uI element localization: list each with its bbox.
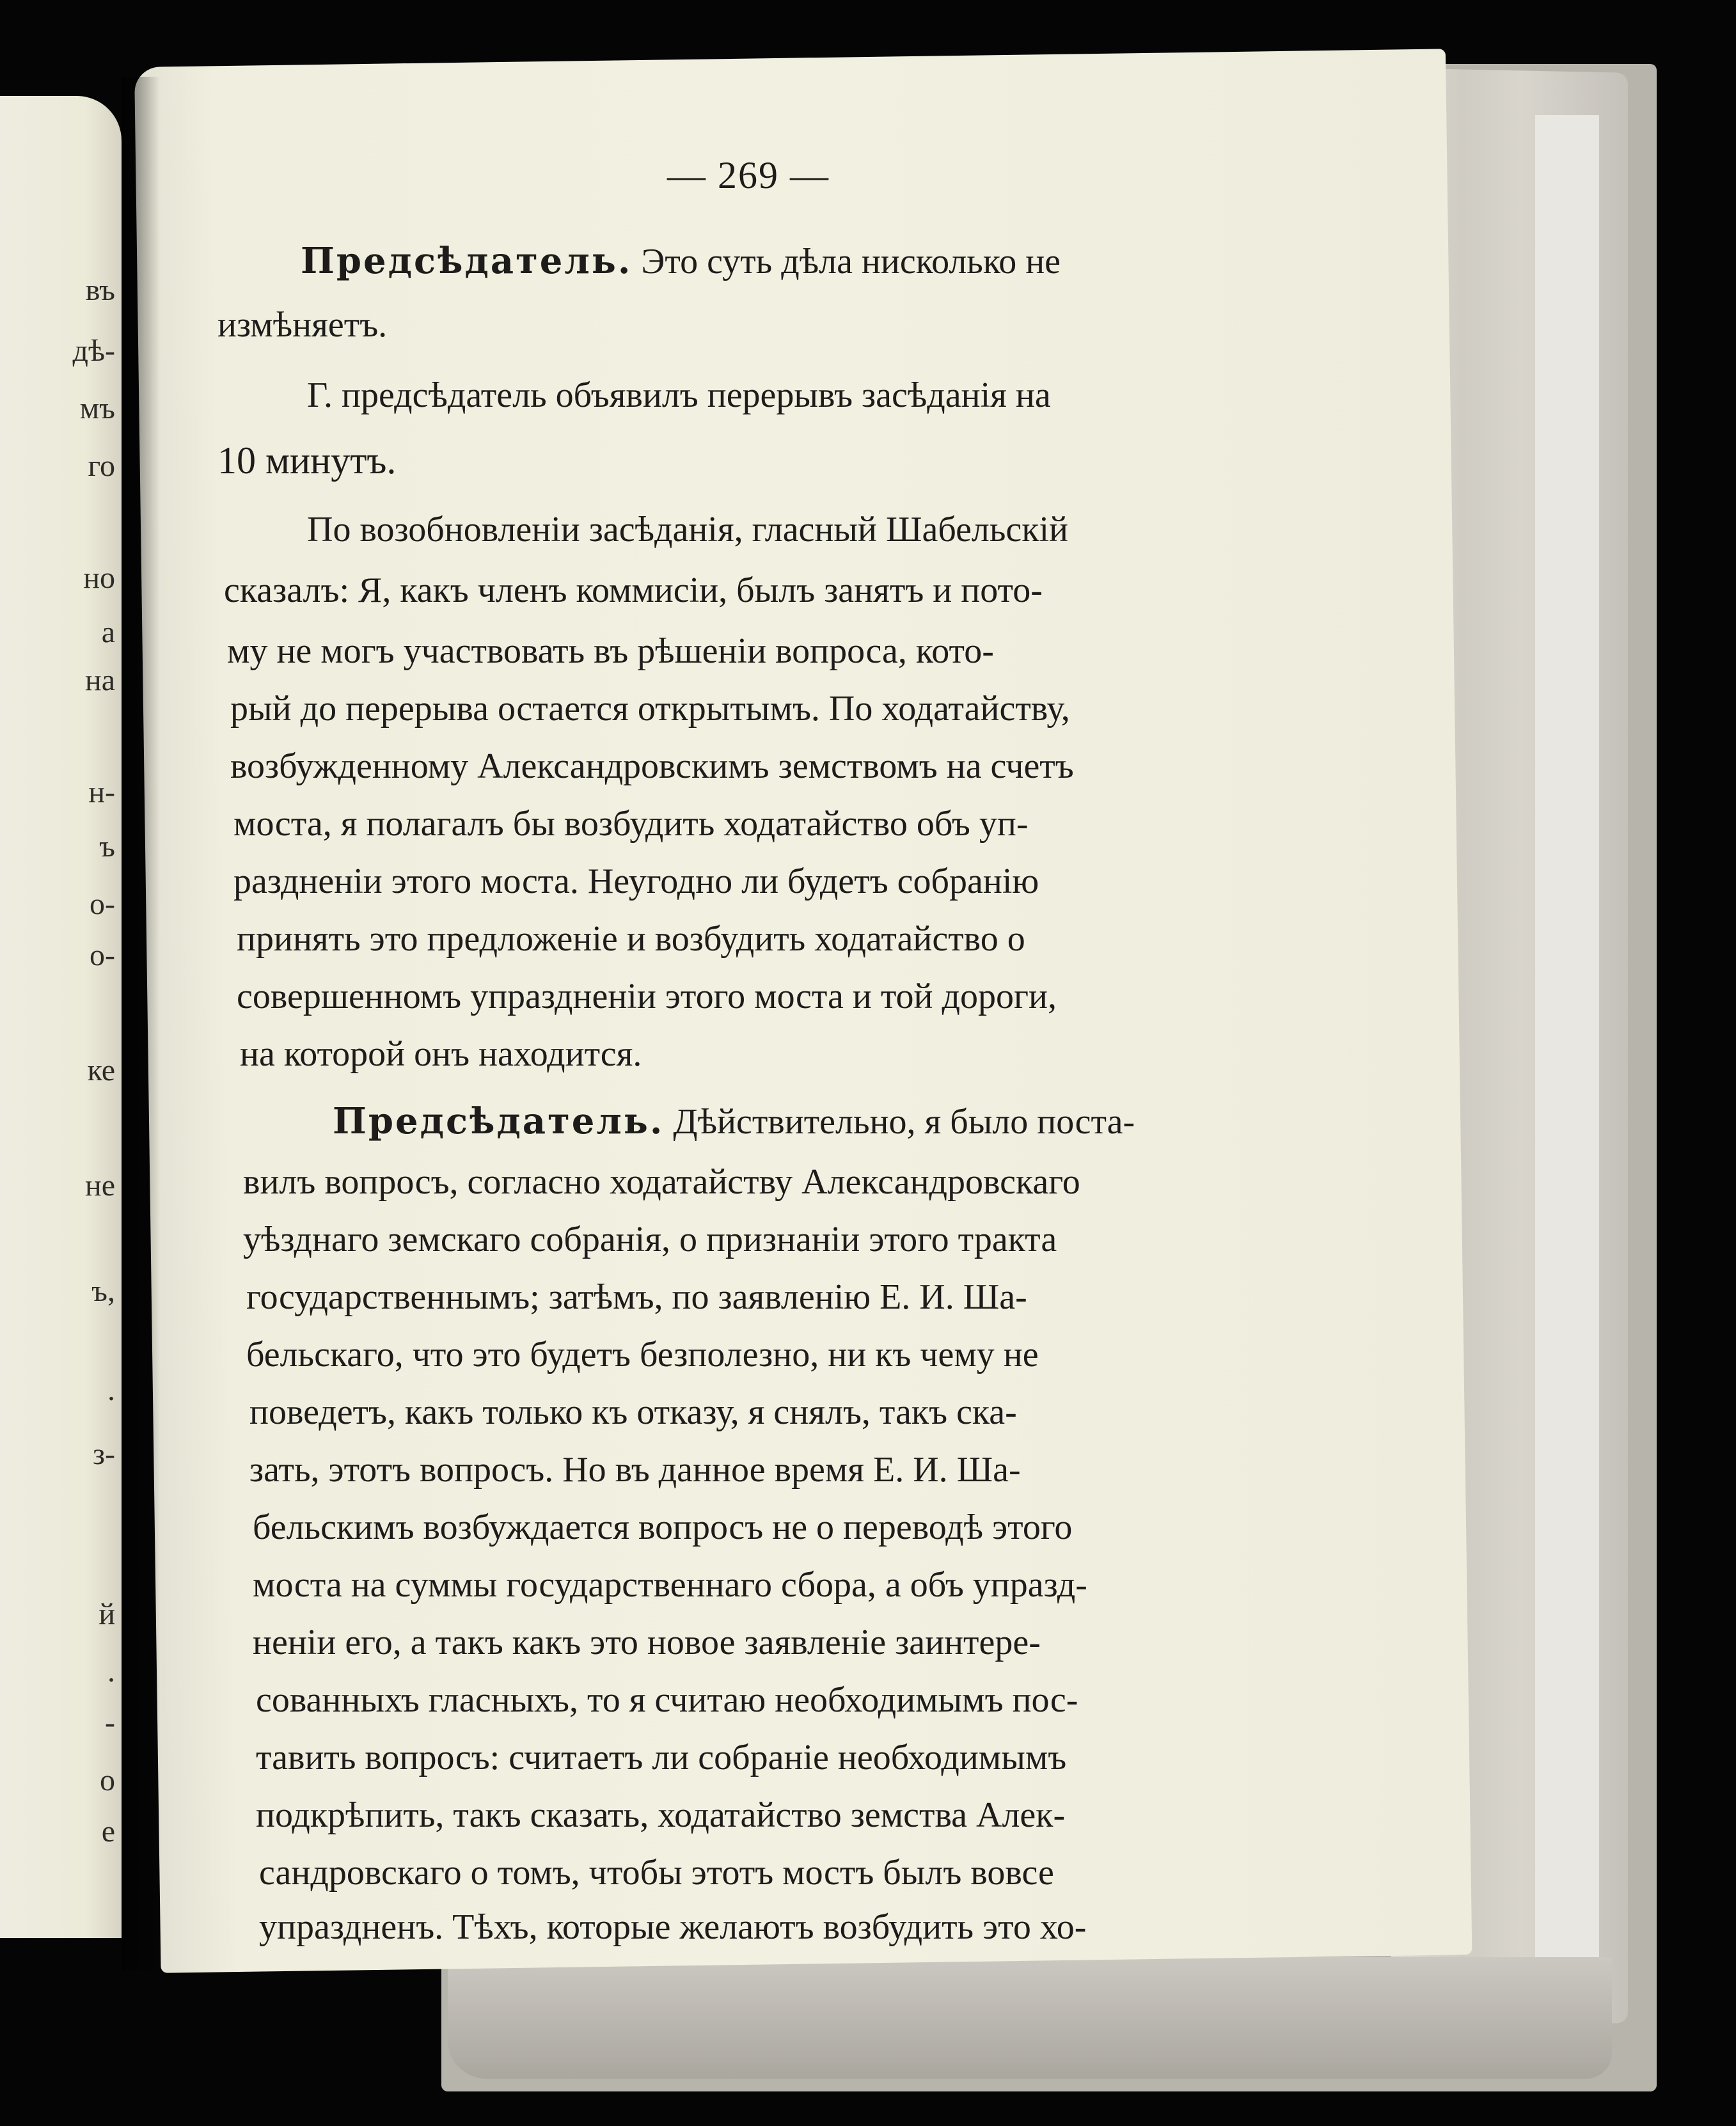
left-page-fragment: но (83, 561, 115, 595)
left-page-fragment: на (85, 663, 115, 697)
text-line: раздненіи этого моста. Неугодно ли будетъ собранію (233, 862, 1039, 901)
left-page-fragment: - (105, 1706, 115, 1740)
text-line: сандровскаго о томъ, чтобы этотъ мостъ былъ вовсе (259, 1853, 1054, 1893)
left-page-fragment: ъ, (91, 1274, 115, 1308)
line-text: Дѣйствительно, я было поста- (673, 1102, 1135, 1142)
text-line: бельскаго, что это будетъ безполезно, ни къ чему не (246, 1335, 1039, 1374)
left-page-fragment: го (88, 449, 115, 483)
text-line: государственнымъ; затѣмъ, по заявленію Е. И. Ша- (246, 1277, 1027, 1317)
left-page-fragment: въ (85, 273, 115, 307)
text-line: уѣзднаго земскаго собранія, о признаніи этого тракта (243, 1220, 1057, 1259)
text-line: моста, я полагалъ бы возбудить ходатайство объ уп- (233, 804, 1029, 844)
text-line: на которой онъ находится. (240, 1034, 642, 1074)
left-page-fragment: дѣ- (72, 334, 115, 368)
speaker-name: Предсѣдатель. (301, 240, 633, 282)
text-line (333, 1100, 1135, 1142)
left-page-fragment: . (107, 1373, 115, 1407)
text-line: возбужденному Александровскимъ земствомъ на счетъ (230, 746, 1074, 786)
page-edges-bottom (448, 1957, 1612, 2079)
text-line: По возобновленіи засѣданія, гласный Шабельскій (307, 510, 1068, 549)
line-text: Это суть дѣла нисколько не (641, 242, 1061, 281)
left-page-fragment: . (107, 1655, 115, 1689)
page-number: — 269 — (667, 154, 830, 196)
text-line: рый до перерыва остается открытымъ. По ходатайству, (230, 689, 1070, 728)
text-line: принять это предложеніе и возбудить ходатайство о (237, 919, 1025, 959)
text-line: измѣняетъ. (217, 305, 388, 345)
left-page-fragment: о (100, 1763, 115, 1797)
text-line: подкрѣпить, такъ сказать, ходатайство земства Алек- (256, 1795, 1066, 1835)
left-page (0, 96, 122, 1938)
left-page-fragment: з- (93, 1437, 115, 1471)
left-page-fragment: мъ (79, 391, 115, 425)
text-line: сказалъ: Я, какъ членъ коммисіи, былъ занятъ и пото- (224, 571, 1043, 610)
text-line: сованныхъ гласныхъ, то я считаю необходимымъ пос- (256, 1680, 1078, 1720)
left-page-fragment: о- (90, 887, 115, 921)
text-line: тавить вопросъ: считаетъ ли собраніе необходимымъ (256, 1738, 1067, 1777)
left-page-fragment: е (101, 1815, 115, 1848)
text-line: Г. предсѣдатель объявилъ перерывъ засѣданія на (307, 375, 1051, 415)
text-line: му не могъ участвовать въ рѣшеніи вопроса, кото- (227, 631, 994, 671)
left-page-fragment: не (85, 1169, 115, 1202)
text-line: 10 минутъ. (217, 439, 397, 482)
text-line: вилъ вопросъ, согласно ходатайству Александровскаго (243, 1162, 1080, 1202)
gutter-shadow (122, 77, 160, 1970)
left-page-fragment: й (99, 1597, 115, 1631)
text-line (301, 240, 1061, 282)
left-page-fragment: н- (88, 775, 115, 809)
text-line: бельскимъ возбуждается вопросъ не о переводѣ этого (253, 1508, 1073, 1547)
speaker-name: Предсѣдатель. (333, 1100, 665, 1142)
left-page-fragment: ъ (99, 830, 115, 863)
left-page-fragment: а (101, 615, 115, 649)
text-line: упраздненъ. Тѣхъ, которые желаютъ возбудить это хо- (259, 1907, 1087, 1947)
text-line: неніи его, а такъ какъ это новое заявленіе заинтере- (253, 1623, 1041, 1662)
text-line: моста на суммы государственнаго сбора, а объ упразд- (253, 1565, 1087, 1605)
page-edges-highlight (1535, 115, 1599, 1970)
text-line: совершенномъ упраздненіи этого моста и той дороги, (237, 977, 1057, 1016)
text-line: поведетъ, какъ только къ отказу, я снялъ, такъ ска- (249, 1392, 1017, 1432)
text-line: зать, этотъ вопросъ. Но въ данное время Е. И. Ша- (249, 1450, 1021, 1490)
left-page-fragment: ке (87, 1053, 115, 1087)
left-page-fragment: о- (90, 938, 115, 972)
